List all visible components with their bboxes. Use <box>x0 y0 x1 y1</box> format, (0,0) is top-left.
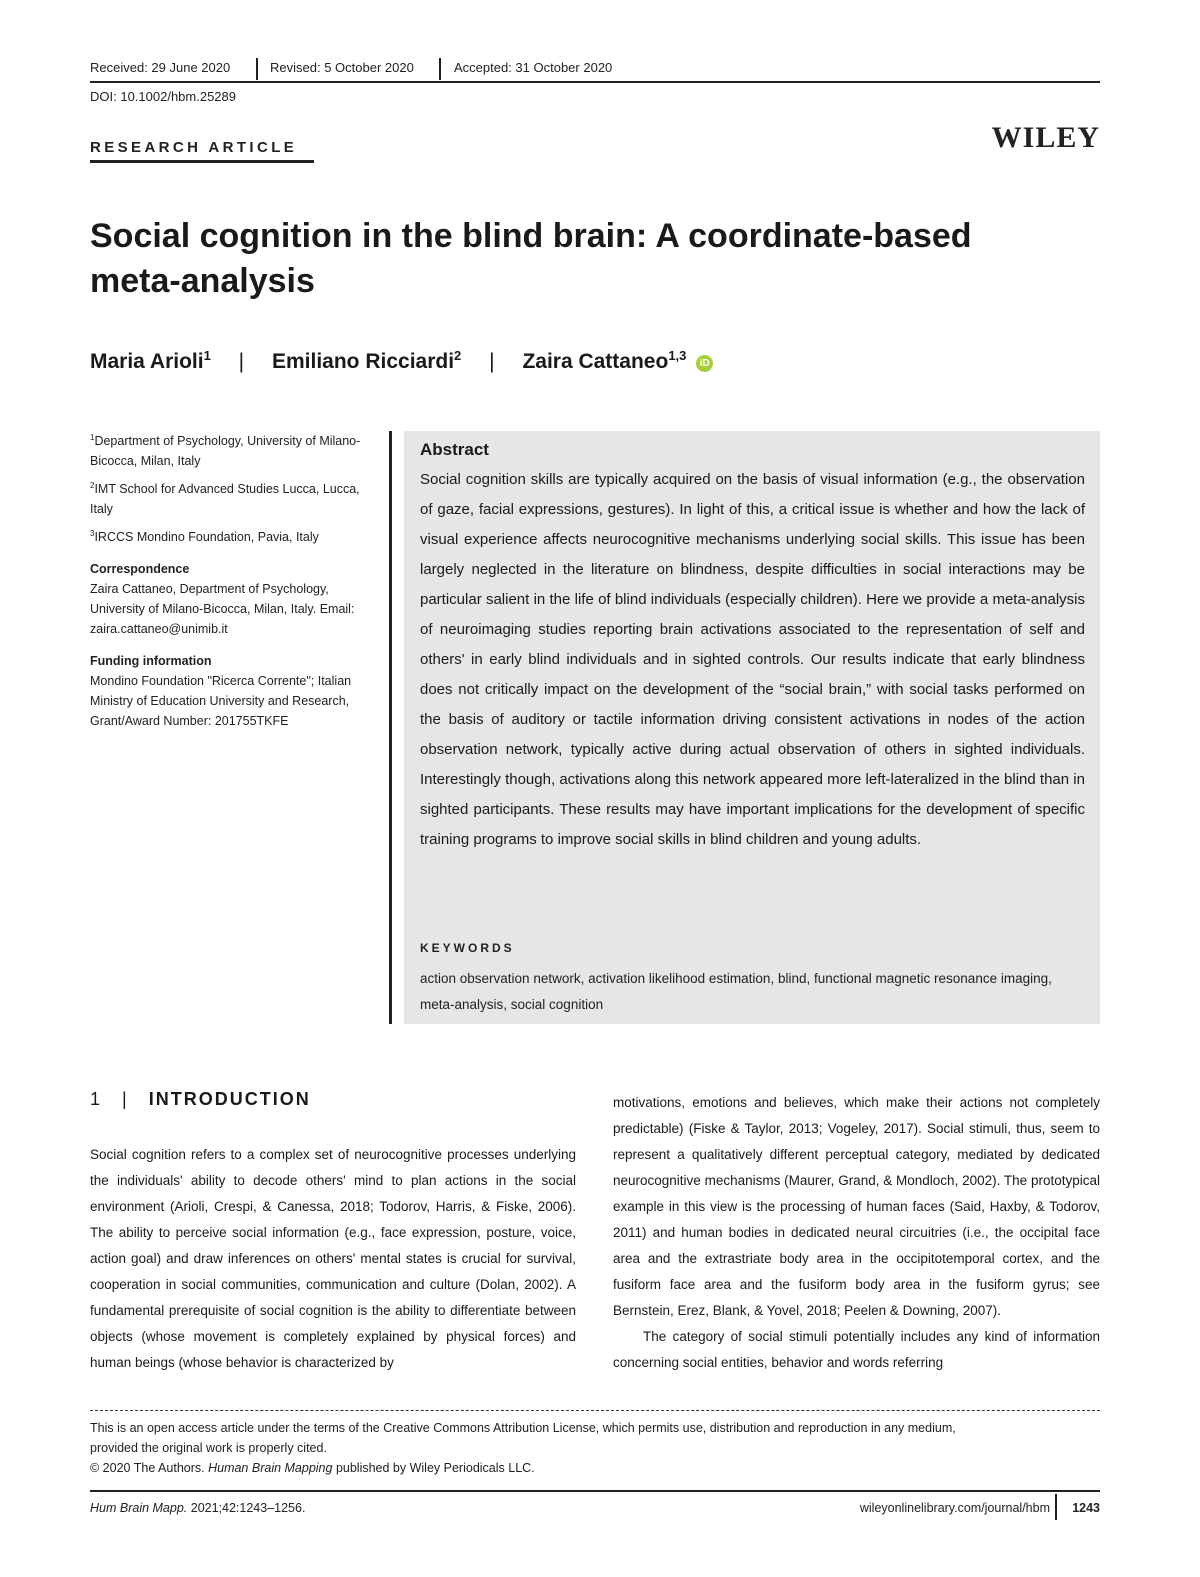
page-number: 1243 <box>1072 1501 1100 1515</box>
license-line: provided the original work is properly cited. <box>90 1441 327 1455</box>
section-heading <box>90 1089 311 1110</box>
author-separator: | <box>489 350 495 373</box>
journal-url[interactable]: wileyonlinelibrary.com/journal/hbm <box>859 1501 1050 1515</box>
affiliation <box>90 476 382 519</box>
affiliation-sup: 3 <box>90 529 95 539</box>
abstract-text: Social cognition skills are typically acquired on the basis of visual information (e.g., the observation of gaze, facial expressions, gestures). In light of this, a critical issue is whether and how the lack of visual experience affects neurocognitive mechanisms underlying social skills. This issue has been largely neglected in the literature on blindness, despite difficulties in social interactions may be particular salient in the life of blind individuals (especially children). Here we provide a meta-analysis of neuroimaging studies reporting brain activations associated to the representation of self and others' in early blind individuals and in sighted controls. Our results indicate that early blindness does not critically impact on the development of the “social brain,” with social tasks performed on the basis of auditory or tactile information driving consistent activations in nodes of the action observation network, typically active during actual observation of others in sighted individuals. Interestingly though, activations along this network appeared more left-lateralized in the blind than in sighted participants. These results may have important implications for the development of specific training programs to improve social skills in blind children and young adults. <box>420 471 1085 848</box>
section-separator: | <box>122 1089 127 1109</box>
article-title: Social cognition in the blind brain: A coordinate-based meta-analysis <box>90 217 972 300</box>
doi-link[interactable]: DOI: 10.1002/hbm.25289 <box>90 89 236 104</box>
wiley-logo[interactable]: WILEY <box>991 121 1100 154</box>
correspondence-heading: Correspondence <box>90 562 190 577</box>
revised-date: Revised: 5 October 2020 <box>270 60 414 75</box>
license-line: This is an open access article under the terms of the Creative Commons Attribution License, which permits use, distribution and reproduction in any medium, <box>90 1421 956 1435</box>
orcid-icon[interactable]: iD <box>696 355 713 372</box>
affiliation-text: Department of Psychology, University of Milano-Bicocca, Milan, Italy <box>90 434 361 469</box>
keywords-text: action observation network, activation likelihood estimation, blind, functional magnetic resonance imaging, meta-analysis, social cognition <box>420 971 1052 1012</box>
author-name[interactable]: Emiliano Ricciardi <box>271 350 455 373</box>
author-list <box>90 348 713 374</box>
citation-details: 2021;42:1243–1256. <box>187 1501 306 1515</box>
affiliation-text: IMT School for Advanced Studies Lucca, Lucca, Italy <box>90 482 360 517</box>
date-separator <box>439 58 441 80</box>
funding-heading: Funding information <box>90 654 212 669</box>
copyright-line <box>90 1458 1090 1478</box>
article-sidebar <box>90 428 382 731</box>
funding-text: Mondino Foundation "Ricerca Corrente"; Italian Ministry of Education University and Research, Grant/Award Number: 201755TKFE <box>90 674 352 729</box>
sidebar-divider <box>389 431 392 1024</box>
header-rule <box>90 81 1100 83</box>
author-name[interactable]: Maria Arioli <box>90 350 204 373</box>
journal-abbrev: Hum Brain Mapp. <box>90 1501 188 1515</box>
section-title: INTRODUCTION <box>148 1089 311 1109</box>
license-divider <box>90 1410 1100 1411</box>
copyright-prefix: © 2020 The Authors. <box>90 1461 209 1475</box>
author-separator: | <box>238 350 245 373</box>
article-type-underline <box>90 160 314 163</box>
body-paragraph: The category of social stimuli potentially includes any kind of information concerning social entities, behavior and words referring <box>613 1329 1100 1370</box>
correspondence-text: Zaira Cattaneo, Department of Psychology, University of Milano-Bicocca, Milan, Italy. Email: zaira.cattaneo@unimib.it <box>90 582 355 637</box>
license-notice <box>90 1418 1090 1478</box>
body-column-left: Social cognition refers to a complex set of neurocognitive processes underlying the individuals' ability to decode others' mind to plan actions in the social environment (Arioli, Crespi, & Canessa, 2018; Todorov, Harris, & Fiske, 2006). The ability to perceive social information (e.g., face expression, posture, voice, action goal) and draw inferences on others' mental states is crucial for survival, cooperation in social communities, communication and culture (Dolan, 2002). A fundamental prerequisite of social cognition is the ability to differentiate between objects (whose movement is completely explained by physical forces) and human beings (whose behavior is characterized by <box>90 1147 576 1370</box>
accepted-date: Accepted: 31 October 2020 <box>454 60 613 75</box>
journal-citation <box>90 1501 305 1515</box>
affiliation-sup: 2 <box>90 481 95 491</box>
affiliation <box>90 428 382 471</box>
author-affil-sup: 1,3 <box>668 348 687 363</box>
body-paragraph: motivations, emotions and believes, which make their actions not completely predictable) (Fiske & Taylor, 2013; Vogeley, 2017). Social stimuli, thus, seem to represent a qualitatively different perceptual category, mediated by dedicated neurocognitive mechanisms (Maurer, Grand, & Mondloch, 2002). The prototypical example in this view is the processing of human faces (Said, Haxby, & Todorov, 2011) and human bodies in dedicated neural circuitries (i.e., the occipital face area and the extrastriate body area in the occipitotemporal cortex, and the fusiform face area and the fusiform body area in the fusiform gyrus; see Bernstein, Erez, Blank, & Yovel, 2018; Peelen & Downing, 2007). <box>613 1095 1100 1318</box>
copyright-suffix: published by Wiley Periodicals LLC. <box>332 1461 535 1475</box>
footer-separator <box>1055 1494 1057 1520</box>
journal-name: Human Brain Mapping <box>208 1461 333 1475</box>
author-affil-sup: 2 <box>454 348 462 363</box>
author-affil-sup: 1 <box>203 348 211 363</box>
date-separator <box>256 58 258 80</box>
publication-dates <box>90 58 1100 82</box>
section-number: 1 <box>90 1089 101 1109</box>
received-date: Received: 29 June 2020 <box>90 60 231 75</box>
keywords-heading: KEYWORDS <box>420 941 515 955</box>
abstract-heading: Abstract <box>420 440 489 459</box>
article-type-label: RESEARCH ARTICLE <box>90 139 298 156</box>
body-column-right <box>613 1090 1100 1376</box>
affiliation <box>90 524 382 547</box>
footer-rule <box>90 1490 1100 1492</box>
affiliation-sup: 1 <box>90 433 95 442</box>
affiliation-text: IRCCS Mondino Foundation, Pavia, Italy <box>94 530 319 545</box>
author-name[interactable]: Zaira Cattaneo <box>522 350 669 373</box>
